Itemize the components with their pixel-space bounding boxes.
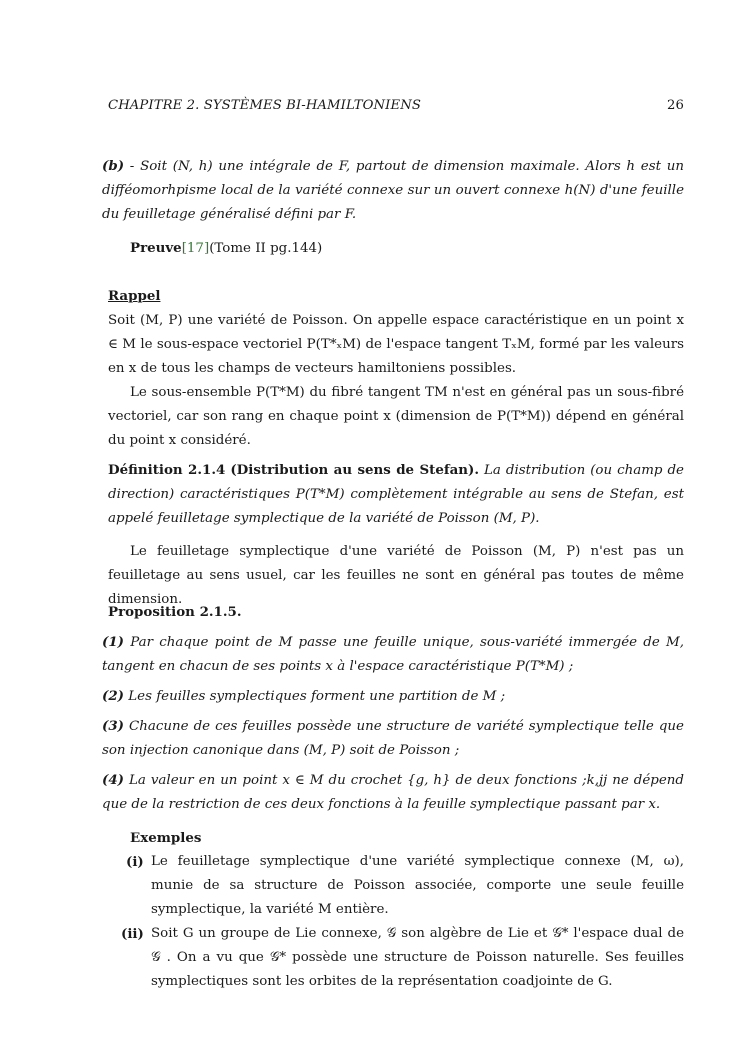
chapter-title: CHAPITRE 2. SYSTÈMES BI-HAMILTONIENS — [108, 98, 421, 113]
definition-2-1-4 — [108, 458, 684, 531]
preuve-label: Preuve — [130, 240, 182, 256]
preuve-text: (Tome II pg.144) — [209, 241, 323, 256]
page-number: 26 — [667, 98, 684, 113]
page-content — [102, 98, 684, 989]
exemple-item-ii: (ii) Soit G un groupe de Lie connexe, 𝒢 son algèbre de Lie et 𝒢* l'espace dual de 𝒢 . On a vu que 𝒢* possède une structure de Poisson naturelle. Ses feuilles symplectiques sont les orbites de la représentation coadjointe de G. — [121, 926, 684, 989]
feuilletage-paragraph: Le feuilletage symplectique d'une variété de Poisson (M, P) n'est pas un feuilletage au sens usuel, car les feuilles ne sont en général pas toutes de même dimension. — [108, 544, 684, 607]
proposition-title: Proposition 2.1.5. — [108, 604, 242, 620]
proposition-item-4: (4) La valeur en un point x ∈ M du crochet {g, h} de deux fonctions ;k,jj ne dépend que de la restriction de ces deux fonctions à la feuille symplectique passant par x. — [102, 772, 684, 812]
rappel-title: Rappel — [108, 288, 161, 304]
item-b-text: - Soit (N, h) une intégrale de F, partout de dimension maximale. Alors h est un difféomorhpisme local de la variété connexe sur un ouvert connexe h(N) d'une feuille du feuilletage généralisé défini par F. — [102, 159, 684, 222]
rappel-paragraph-2: Le sous-ensemble P(T*M) du fibré tangent TM n'est en général pas un sous-fibré vectoriel, car son rang en chaque point x (dimension de P(T*M)) dépend en général du point x considéré. — [108, 385, 684, 448]
definition-label: Définition 2.1.4 — [108, 462, 226, 478]
citation-link[interactable]: [17] — [181, 241, 210, 256]
proposition-item-2: (2) Les feuilles symplectiques forment une partition de M ; — [102, 688, 506, 704]
definition-text: La distribution (ou champ de direction) caractéristiques P(T*M) complètement intégrable au sens de Stefan, est appelé feuilletage symplectique de la variété de Poisson (M, P). — [108, 463, 684, 526]
exemples-title: Exemples — [130, 830, 202, 846]
rappel-section — [108, 284, 684, 453]
preuve-line — [130, 236, 706, 261]
definition-name: (Distribution au sens de Stefan). — [230, 462, 480, 478]
running-header — [108, 98, 684, 113]
rappel-paragraph-1: Soit (M, P) une variété de Poisson. On appelle espace caractéristique en un point x ∈ M le sous-espace vectoriel P(T*ₓM) de l'espace tangent TₓM, formé par les valeurs en x de tous les champs de vecteurs hamiltoniens possibles. — [108, 313, 684, 376]
proposition-item-3: (3) Chacune de ces feuilles possède une structure de variété symplectique telle que son injection canonique dans (M, P) soit de Poisson ; — [102, 718, 684, 758]
proposition-item-1: (1) Par chaque point de M passe une feuille unique, sous-variété immergée de M, tangent en chacun de ses points x à l'espace caractéristique P(T*M) ; — [102, 634, 684, 674]
item-b — [102, 154, 684, 227]
exemple-item-i: (i) Le feuilletage symplectique d'une variété symplectique connexe (M, ω), munie de sa structure de Poisson associée, comporte une seule feuille symplectique, la variété M entière. — [126, 854, 684, 917]
item-b-label: (b) — [102, 158, 125, 174]
